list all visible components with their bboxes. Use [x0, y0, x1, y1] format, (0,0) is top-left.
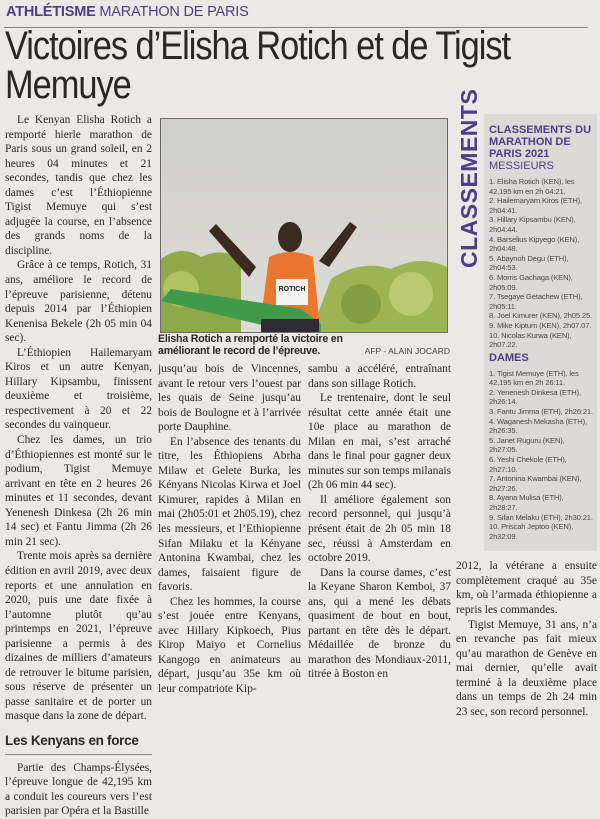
- sidebar-title: [489, 124, 593, 173]
- sidebar-title-text: CLASSEMENTS DU MARATHON DE PARIS 2021: [489, 124, 592, 160]
- result-item: 2. Hailemaryam Kiros (ETH), 2h04:41.: [489, 196, 582, 215]
- photo-caption: Elisha Rotich a remporté la victoire en améliorant le record de l’épreuve.: [158, 333, 343, 357]
- paragraph: Le trentenaire, dont le seul résultat cette année était une 10e place au marathon de Milan en mai, s’est arraché dans le final pour gagner deux minutes sur son temps milanais (2h 06 min 44 sec).: [308, 392, 452, 492]
- headline: Victoires d’Elisha Rotich et de Tigist Memuye: [5, 24, 511, 107]
- paragraph: Il améliore également son record personnel, qui jusqu’à présent était de 2h 05 min 18 sec, réussi à Amsterdam en octobre 2019.: [308, 493, 451, 565]
- paragraph: Chez les dames, un trio d’Éthiopiennes est monté sur le podium, Tigist Memuye arrivant en tête en 2 heures 26 minutes et 11 secondes, devant Yenenesh Dinkesa (2h 26 min 14 sec) et Fantu Jimma (2h 26 min 21 sec).: [5, 434, 152, 548]
- section-label: ATHLÉTISME: [6, 4, 96, 20]
- article-column-2: [158, 362, 301, 697]
- runner-photo-illustration: [161, 119, 447, 332]
- result-item: 3. Fantu Jimma (ETH), 2h26:21.: [489, 407, 593, 417]
- photo-caption-block: [158, 333, 450, 357]
- result-item: 2. Yenenesh Dinkesa (ETH), 2h26:14.: [489, 387, 581, 407]
- result-item: 8. Joel Kimurer (KEN), 2h05.25.: [489, 311, 592, 321]
- paragraph: En l’absence des tenants du titre, les Éthiopiens Abrha Milaw et Gelete Burka, les Kényans Nicolas Kirwa et Joel Kimurer, rapides à Milan en mai (2h05:01 et 2h05.19), chez les messieurs, et l’Ethiopienne Sifan Milaku et la Kényane Antonina Kwambai, chez les dames, faisaient figure de favoris.: [158, 435, 301, 594]
- bib-text: ROTICH: [278, 286, 306, 293]
- women-label: DAMES: [489, 351, 529, 364]
- paragraph: Tigist Memuye, 31 ans, n’a en revanche pas fait mieux qu’au marathon de Genève en mai dernier, qu’elle avait terminé à la deuxième place dans un temps de 2h 24 min 23 sec, son record personnel.: [456, 618, 597, 718]
- results-sidebar: [484, 114, 597, 551]
- result-item: 7. Antonina Kwambai (KEN), 2h27:26.: [489, 474, 582, 493]
- paragraph: Trente mois après sa dernière édition en avril 2019, avec deux reports et une annulation en 2020, puis une date fixée à l’automne plutôt qu’au printemps en 2021, l’épreuve parisienne a permis à des dizaines de milliers d’amateurs de retrouver le bitume parisien, sous réserve de présenter un passe sanitaire et de porter un masque dans la zone de départ.: [5, 550, 152, 723]
- paragraph: Dans la course dames, c’est la Keyane Sharon Kemboi, 37 ans, qui a mené les débats quasiment de bout en bout, partant en tête dès le départ. Médaillée de bronze du marathon des Mondiaux-2011, titrée à Boston en: [308, 566, 451, 681]
- paragraph: sambu a accéléré, entraînant dans son sillage Rotich.: [308, 363, 451, 390]
- photo-credit: AFP - ALAIN JOCARD: [364, 346, 450, 356]
- paragraph: Chez les hommes, la course s’est jouée entre Kenyans, avec Hillary Kipkoech, Pius Kirop Maiyo et Cornelius Kangogo en animateurs au départ, jusqu’au 35e km où leur compatriote Kip-: [158, 595, 301, 696]
- result-item: 8. Ayana Mulisa (ETH), 2h28:27.: [489, 493, 564, 512]
- paragraph: 2012, la vétérane a ensuite complètement craqué au 35e km, où l’armada éthiopienne a repris les commandes.: [456, 560, 597, 617]
- result-item: 7. Tsegaye Getachew (ETH), 2h05:11.: [489, 292, 583, 311]
- result-item: 4. Waganesh Mekasha (ETH), 2h26:35.: [489, 416, 587, 436]
- paragraph: jusqu’au bois de Vincennes, avant le retour vers l’ouest par les quais de Seine jusqu’au bois de Boulogne et à l’arrivée porte Dauphine.: [158, 363, 301, 434]
- result-item: 1. Elisha Rotich (KEN), les 42,195 km en 2h 04:21.: [489, 177, 575, 196]
- paragraph: Partie des Champs-Élysées, l’épreuve longue de 42,195 km a conduit les coureurs vers l’est parisien par Opéra et la Bastille: [5, 761, 152, 818]
- result-item: 5. Janet Ruguru (KEN), 2h27:05.: [489, 435, 565, 455]
- article-column-4: [456, 559, 597, 719]
- result-item: 6. Morris Gachaga (KEN), 2h05:09.: [489, 272, 573, 292]
- result-item: 3. Hillary Kipsambu (KEN), 2h04:44.: [489, 215, 576, 234]
- paragraph: Grâce à ce temps, Rotich, 31 ans, améliore le record de l’épreuve parisienne, détenu depuis 2014 par l’Éthiopien Kenenisa Bekele (2h 05 min 04 sec).: [5, 259, 152, 345]
- result-item: 4. Barselius Kipyego (KEN), 2h04:48.: [489, 234, 580, 254]
- article-column-3: [308, 362, 451, 682]
- right-column: [456, 114, 597, 719]
- result-item: 1. Tigist Memuye (ETH), les 42,195 km en 2h 26:11.: [489, 368, 579, 388]
- result-item: 10. Nicolas Kurwa (KEN), 2h07.22.: [489, 330, 572, 350]
- subheading: Les Kenyans en force: [5, 734, 152, 755]
- paragraph: Le Kenyan Elisha Rotich a remporté hierle marathon de Paris sous un grand soleil, en 2 heures 04 minutes et 21 secondes, tandis que chez les dames c’est l’Éthiopienne Tigist Memuye qui s’est adjugée la course, en l’absence des grands noms de la discipline.: [5, 114, 152, 257]
- article-column-1: [5, 113, 152, 819]
- section-kicker: [6, 4, 249, 20]
- women-results-list: [489, 369, 593, 542]
- men-label: MESSIEURS: [489, 160, 554, 172]
- result-item: 5. Abaynoh Degu (ETH), 2h04:53.: [489, 253, 569, 273]
- classements-vertical-label: CLASSEMENTS: [456, 88, 482, 268]
- men-results-list: [489, 177, 593, 350]
- result-item: 6. Yeshi Chekole (ETH), 2h27:10.: [489, 455, 567, 474]
- paragraph: L’Éthiopien Hailemaryam Kiros et un autre Kenyan, Hillary Kipsambu, finissent deuxième et troisième, respectivement à 20 et 22 secondes du vainqueur.: [5, 346, 152, 432]
- topic-label: MARATHON DE PARIS: [99, 4, 249, 20]
- result-item: 9. Sifan Melaku (ETH), 2h30:21.: [489, 512, 593, 522]
- result-item: 10. Priscah Jeptoo (KEN), 2h32:09.: [489, 522, 574, 541]
- result-item: 9. Mike Kiptum (KEN), 2h07.07.: [489, 320, 592, 330]
- article-photo: [160, 118, 448, 333]
